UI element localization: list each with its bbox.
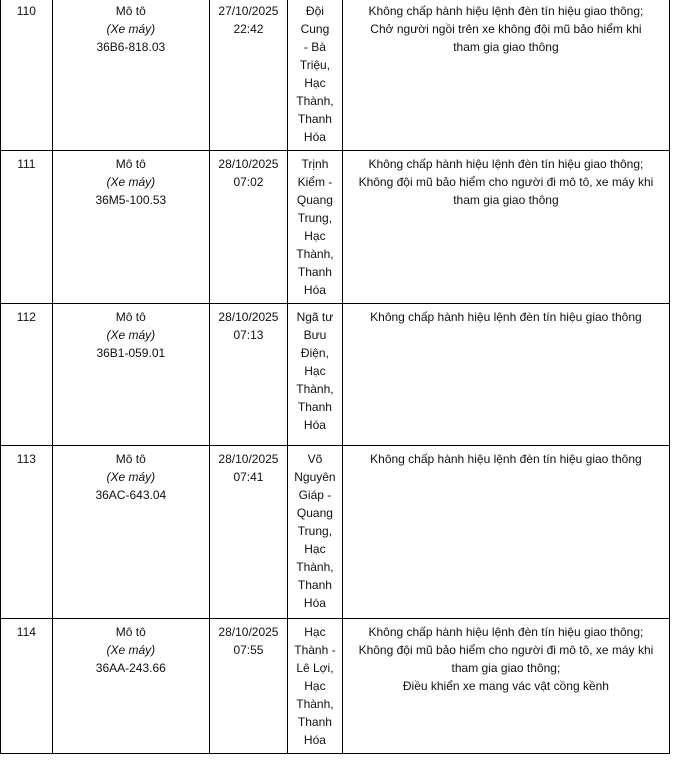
violations-table-body bbox=[1, 0, 670, 754]
location-line: Quang bbox=[296, 506, 333, 520]
violation-time: 07:02 bbox=[233, 175, 264, 189]
location-cell bbox=[288, 0, 343, 151]
violation-date: 28/10/2025 bbox=[218, 452, 279, 466]
vehicle-kind-plate bbox=[56, 326, 206, 362]
row-number: 111 bbox=[17, 157, 36, 171]
vehicle-type: Mô tô bbox=[115, 452, 146, 466]
location-line: Thanh bbox=[297, 265, 332, 279]
location-line: Quang bbox=[296, 193, 333, 207]
location-line: Bưu bbox=[303, 328, 327, 342]
violation-time: 22:42 bbox=[233, 22, 264, 36]
violation-text: Không đội mũ bảo hiểm cho người đi mô tô, xe máy khi bbox=[358, 175, 654, 189]
vehicle-kind-plate bbox=[56, 641, 206, 677]
violation-text: Không chấp hành hiệu lệnh đèn tín hiệu giao thông; bbox=[368, 4, 644, 18]
row-number-cell bbox=[1, 619, 53, 754]
violation-time: 07:13 bbox=[233, 328, 264, 342]
table-row bbox=[1, 619, 670, 754]
location-cell bbox=[288, 304, 343, 446]
row-number-cell bbox=[1, 304, 53, 446]
location-cell bbox=[288, 151, 343, 304]
location-line: Võ bbox=[307, 452, 323, 466]
location-line: Nguyên bbox=[294, 470, 336, 484]
vehicle-cell bbox=[52, 304, 209, 446]
vehicle-cell bbox=[52, 446, 209, 619]
violation-text: Không đội mũ bảo hiểm cho người đi mô tô, xe máy khi bbox=[358, 643, 654, 657]
location-line: Giáp - bbox=[298, 488, 332, 502]
license-plate: 36AA-243.66 bbox=[95, 661, 166, 675]
vehicle-kind-plate bbox=[56, 173, 206, 209]
vehicle-cell bbox=[52, 619, 209, 754]
violation-text: tham gia giao thông bbox=[453, 193, 559, 207]
violation-text: Không chấp hành hiệu lệnh đèn tín hiệu giao thông bbox=[370, 452, 642, 466]
license-plate: 36M5-100.53 bbox=[95, 193, 167, 207]
violation-date: 28/10/2025 bbox=[218, 310, 279, 324]
vehicle-type: Mô tô bbox=[115, 157, 146, 171]
vehicle-kind: (Xe máy) bbox=[106, 643, 156, 657]
location-cell bbox=[288, 619, 343, 754]
vehicle-type: Mô tô bbox=[115, 310, 146, 324]
row-number-cell bbox=[1, 446, 53, 619]
location-line: - Bà bbox=[303, 40, 326, 54]
location-cell bbox=[288, 446, 343, 619]
vehicle-type: Mô tô bbox=[115, 625, 146, 639]
location-line: Hạc bbox=[304, 76, 326, 90]
vehicle-cell bbox=[52, 151, 209, 304]
row-number: 112 bbox=[16, 310, 36, 324]
location-line: Hạc bbox=[304, 625, 326, 639]
location-line: Hóa bbox=[303, 283, 326, 297]
location-line: Hóa bbox=[303, 418, 326, 432]
violation-text: Không chấp hành hiệu lệnh đèn tín hiệu giao thông; bbox=[368, 625, 644, 639]
table-row bbox=[1, 151, 670, 304]
location-line: Thành, bbox=[296, 247, 334, 261]
vehicle-kind: (Xe máy) bbox=[106, 470, 156, 484]
violation-cell bbox=[342, 151, 669, 304]
violation-cell bbox=[342, 446, 669, 619]
license-plate: 36AC-643.04 bbox=[95, 488, 167, 502]
violation-text: Điều khiển xe mang vác vật cồng kềnh bbox=[402, 679, 609, 693]
location-line: Hạc bbox=[304, 679, 326, 693]
datetime-cell bbox=[209, 446, 287, 619]
datetime-cell bbox=[209, 304, 287, 446]
table-row bbox=[1, 0, 670, 151]
violation-cell bbox=[342, 0, 669, 151]
datetime-cell bbox=[209, 0, 287, 151]
location-line: Hóa bbox=[303, 596, 326, 610]
license-plate: 36B1-059.01 bbox=[96, 346, 166, 360]
location-line: Trung, bbox=[297, 524, 333, 538]
row-number-cell bbox=[1, 0, 53, 151]
vehicle-kind: (Xe máy) bbox=[106, 328, 156, 342]
violation-date: 28/10/2025 bbox=[218, 157, 279, 171]
violation-date: 28/10/2025 bbox=[218, 625, 279, 639]
location-line: Thanh bbox=[297, 112, 332, 126]
location-line: Hóa bbox=[303, 130, 326, 144]
vehicle-kind-plate bbox=[56, 468, 206, 504]
location-line: Trung, bbox=[297, 211, 333, 225]
location-line: Thành, bbox=[296, 560, 334, 574]
violation-text: Không chấp hành hiệu lệnh đèn tín hiệu giao thông; bbox=[368, 157, 644, 171]
violation-text: Không chấp hành hiệu lệnh đèn tín hiệu giao thông bbox=[370, 310, 642, 324]
row-number: 113 bbox=[16, 452, 36, 466]
vehicle-kind: (Xe máy) bbox=[106, 22, 156, 36]
datetime-cell bbox=[209, 619, 287, 754]
vehicle-kind-plate bbox=[56, 20, 206, 56]
location-line: Trịnh bbox=[301, 157, 329, 171]
location-line: Thành, bbox=[296, 382, 334, 396]
violation-text: tham gia giao thông; bbox=[451, 661, 561, 675]
location-line: Hóa bbox=[303, 733, 326, 747]
location-line: Lê Lợi, bbox=[296, 661, 334, 675]
row-number: 114 bbox=[16, 625, 36, 639]
location-line: Điện, bbox=[300, 346, 329, 360]
location-line: Thành, bbox=[296, 697, 334, 711]
location-line: Thanh bbox=[297, 715, 332, 729]
row-number-cell bbox=[1, 151, 53, 304]
table-row bbox=[1, 446, 670, 619]
violation-time: 07:41 bbox=[233, 470, 264, 484]
vehicle-type: Mô tô bbox=[115, 4, 146, 18]
location-line: Ngã tư bbox=[296, 310, 334, 324]
vehicle-kind: (Xe máy) bbox=[106, 175, 156, 189]
location-line: Thành, bbox=[296, 94, 334, 108]
location-line: Hạc bbox=[304, 229, 326, 243]
location-line: Hạc bbox=[304, 542, 326, 556]
violation-cell bbox=[342, 304, 669, 446]
datetime-cell bbox=[209, 151, 287, 304]
violation-text: Chở người ngồi trên xe không đội mũ bảo hiểm khi bbox=[370, 22, 642, 36]
violation-cell bbox=[342, 619, 669, 754]
violation-date: 27/10/2025 bbox=[218, 4, 279, 18]
location-line: Thanh bbox=[297, 400, 332, 414]
table-row bbox=[1, 304, 670, 446]
vehicle-cell bbox=[52, 0, 209, 151]
row-number: 110 bbox=[16, 4, 36, 18]
location-line: Thanh bbox=[297, 578, 332, 592]
violation-text: tham gia giao thông bbox=[453, 40, 559, 54]
location-line: Hạc bbox=[304, 364, 326, 378]
license-plate: 36B6-818.03 bbox=[96, 40, 166, 54]
location-line: Đội Cung bbox=[300, 4, 330, 36]
violation-time: 07:55 bbox=[233, 643, 264, 657]
location-line: Thành - bbox=[294, 643, 336, 657]
location-line: Triệu, bbox=[299, 58, 331, 72]
location-line: Kiểm - bbox=[297, 175, 333, 189]
